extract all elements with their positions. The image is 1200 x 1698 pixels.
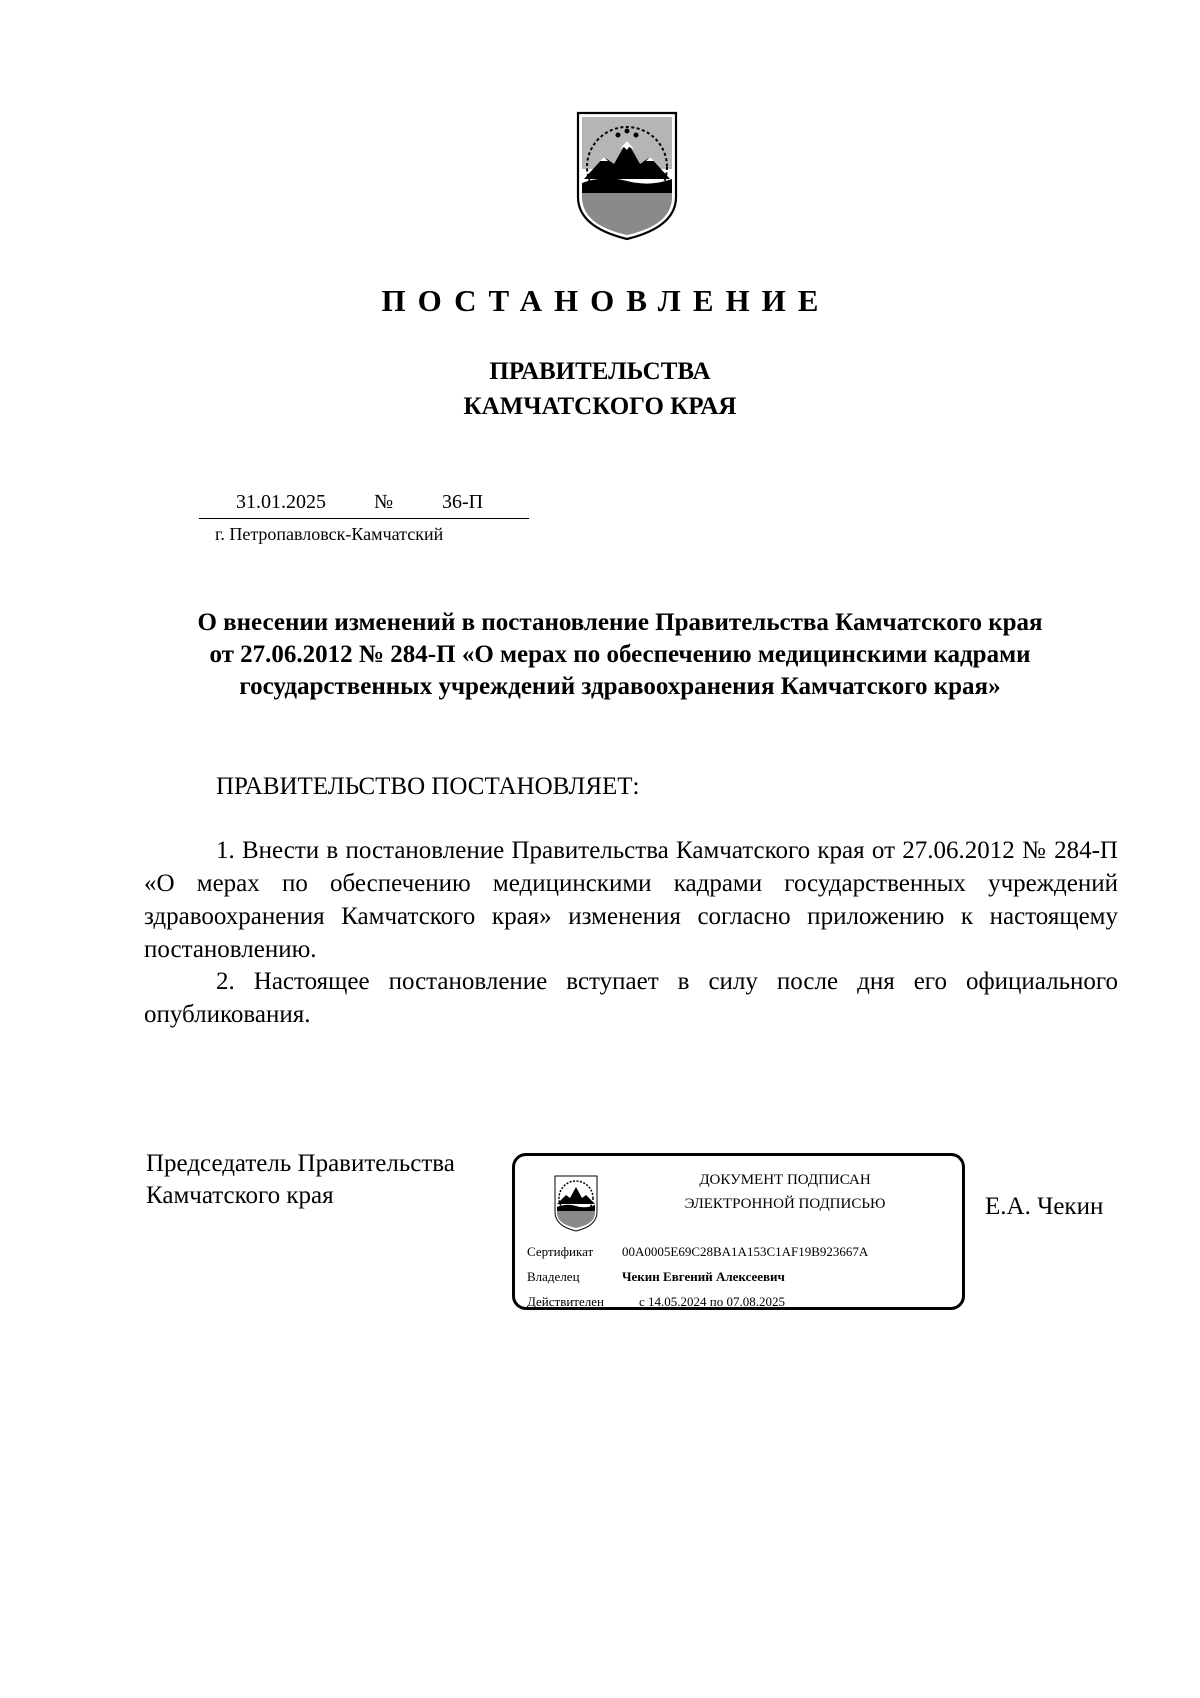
- certificate-label: Сертификат: [527, 1244, 594, 1259]
- document-heading: [130, 607, 1110, 703]
- stamp-validity-row: [527, 1294, 785, 1310]
- validity-label: Действителен: [527, 1294, 604, 1309]
- signer-position-line-2: Камчатского края: [146, 1182, 334, 1209]
- certificate-value: 00A0005E69C28BA1A153C1AF19B923667A: [622, 1244, 869, 1259]
- signer-name: Е.А. Чекин: [985, 1193, 1104, 1220]
- date-number-line: [199, 491, 529, 519]
- stamp-title-line-2: ЭЛЕКТРОННОЙ ПОДПИСЬЮ: [684, 1196, 886, 1212]
- paragraph-2: 2. Настоящее постановление вступает в силу после дня его официального опубликования.: [144, 968, 1118, 1028]
- city-name: г. Петропавловск-Камчатский: [215, 524, 444, 544]
- issuer-line-2: КАМЧАТСКОГО КРАЯ: [463, 393, 737, 420]
- kamchatka-coat-of-arms-icon: [553, 1174, 599, 1232]
- heading-line-1: О внесении изменений в постановление Правительства Камчатского края: [197, 609, 1043, 636]
- issuer-title: [0, 354, 1200, 424]
- signer-position-line-1: Председатель Правительства: [146, 1150, 455, 1177]
- stamp-certificate-row: [527, 1244, 868, 1260]
- signer-position: [146, 1148, 455, 1212]
- validity-value: с 14.05.2024 по 07.08.2025: [639, 1294, 785, 1309]
- document-number: 36-П: [442, 491, 484, 513]
- heading-line-2: от 27.06.2012 № 284-П «О мерах по обеспечению медицинскими кадрами: [209, 641, 1031, 668]
- issuer-line-1: ПРАВИТЕЛЬСТВА: [489, 358, 711, 385]
- paragraph-1: 1. Внести в постановление Правительства Камчатского края от 27.06.2012 № 284-П «О мерах по обеспечению медицинскими кадрами государственных учреждений здравоохранения Камчатского края» изменения согласно приложению к настоящему постановлению.: [144, 837, 1118, 963]
- electronic-signature-stamp: [512, 1153, 965, 1310]
- decree-statement: ПРАВИТЕЛЬСТВО ПОСТАНОВЛЯЕТ:: [216, 773, 640, 800]
- number-sign: №: [374, 491, 394, 513]
- owner-label: Владелец: [527, 1269, 580, 1284]
- document-date: 31.01.2025: [236, 491, 326, 513]
- owner-value: Чекин Евгений Алексеевич: [622, 1269, 785, 1284]
- stamp-title-line-1: ДОКУМЕНТ ПОДПИСАН: [699, 1172, 871, 1188]
- coat-of-arms-icon: [574, 109, 680, 241]
- heading-line-3: государственных учреждений здравоохранения Камчатского края»: [239, 673, 1001, 700]
- document-type-title: ПОСТАНОВЛЕНИЕ: [381, 283, 831, 318]
- stamp-title: [635, 1168, 935, 1216]
- stamp-owner-row: [527, 1269, 785, 1285]
